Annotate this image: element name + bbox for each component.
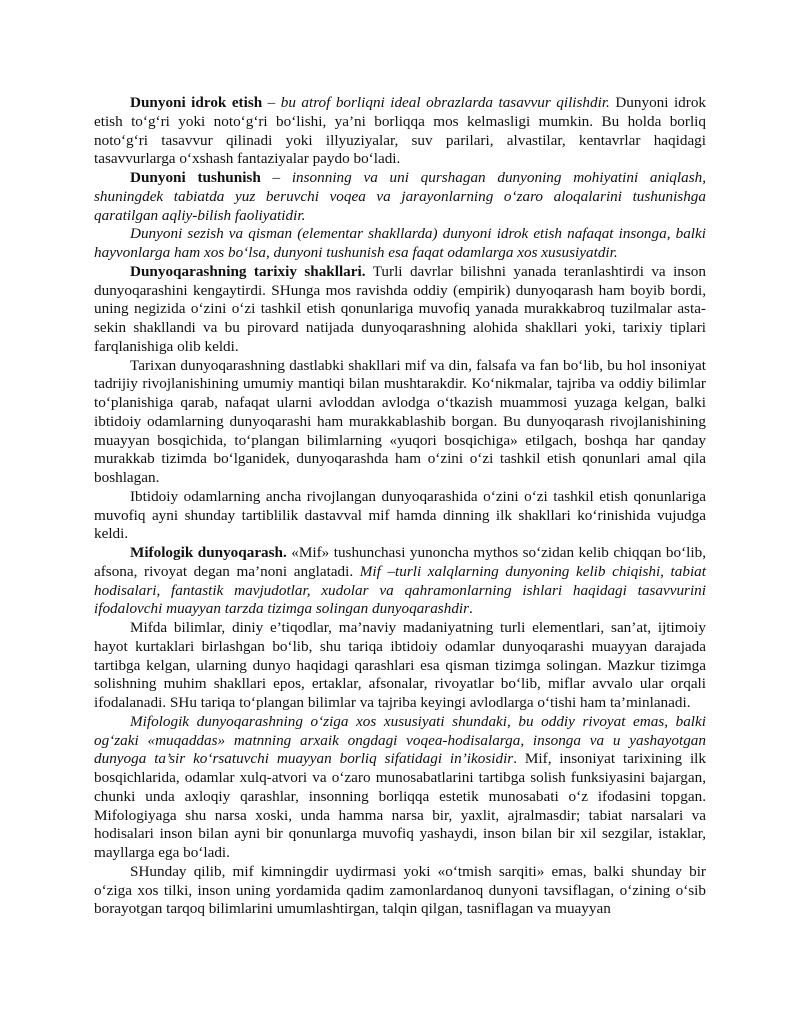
definition-idrok: bu atrof borliqni ideal obrazlarda tasavvur qilishdir. xyxy=(280,94,610,111)
paragraph-end: . xyxy=(469,600,473,618)
paragraph-sezish xyxy=(94,225,706,263)
term-tushunish: Dunyoni tushunish xyxy=(130,169,261,186)
paragraph-xususiyat xyxy=(94,713,706,863)
section-heading-mifologik: Mifologik dunyoqarash. xyxy=(130,544,287,561)
paragraph-idrok-definition xyxy=(94,94,706,169)
paragraph-tushunish-definition xyxy=(94,169,706,225)
paragraph-text: . Mif, insoniyat tarixining ilk bosqichlarida, odamlar xulq-atvori va o‘zaro munosabatlarini tartibga solish funksiyasini bajargan, chunki unda axloqiy qarashlar, insonning borliqqa estetik munosabati o‘z ifodasini topgan. Mifologiyaga shu narsa xoski, unda hamma narsa bir, yaxlit, ajralmasdir; tabiat narsalari va hodisalari inson bilan ayni bir qonunlarga muvofiq yashaydi, inson bilan bir xil sezgilar, istaklar, mayllarga ega bo‘ladi. xyxy=(94,750,706,861)
paragraph-mifda xyxy=(94,619,706,713)
paragraph-text: Turli davrlar bilishni yanada teranlashtirdi va inson dunyoqarashini kengaytirdi. SHunga mos ravishda oddiy (empirik) dunyoqarash ham boyib bordi, uning negizida o‘zini o‘zi tashkil etish qonunlariga muvofiq yanada murakkabroq tuzilmalar asta-sekin shakllandi va bu pirovard natijada dunyoqarashning alohida shakllari yoki, tarixiy tiplari farqlanishiga olib keldi. xyxy=(94,262,706,355)
term-idrok: Dunyoni idrok etish xyxy=(130,94,263,111)
paragraph-tarixiy-shakllar xyxy=(94,263,706,357)
paragraph-shunday xyxy=(94,863,706,919)
paragraph-ibtidoiy xyxy=(94,488,706,544)
section-heading-tarixiy: Dunyoqarashning tarixiy shakllari. xyxy=(130,262,366,280)
paragraph-text: Mifda bilimlar, diniy e’tiqodlar, ma’naviy madaniyatning turli elementlari, san’at, ijtimoiy hayot kurtaklari birlashgan bo‘lib, shu tariqa ibtidoiy odamlar dunyoqarashi muayyan darajada tartibga kelgan, ularning dunyo haqidagi qarashlari esa qisman tizimga solingan. Mazkur tizimga solishning muhim shakllari epos, ertaklar, afsonalar, rivoyatlar bo‘lib, miflar avvalo ular orqali ifodalanadi. SHu tariqa to‘plangan bilimlar va tajriba keyingi avlodlarga o‘tishi ham ta’minlanadi. xyxy=(94,619,706,711)
paragraph-text: «Mif» tushunchasi yunoncha mythos so‘zidan kelib chiqqan bo‘lib, afsona, rivoyat degan ma’noni anglatadi. xyxy=(94,544,706,580)
dash: – xyxy=(260,169,292,186)
paragraph-text: Dunyoni idrok etish to‘g‘ri yoki noto‘g‘ri bo‘lishi, ya’ni borliqqa mos kelmasligi mumkin. Bu holda borliq noto‘g‘ri tasavvur qilinadi yoki illyuziyalar, suv parilari, alvastilar, kentavrlar haqidagi tasavvurlarga o‘xshash fantaziyalar paydo bo‘ladi. xyxy=(94,94,707,168)
paragraph-tarixan xyxy=(94,357,706,488)
paragraph-mifologik xyxy=(94,544,706,619)
paragraph-text: SHunday qilib, mif kimningdir uydirmasi yoki «o‘tmish sarqiti» emas, balki shunday bir o‘ziga xos tilki, inson uning yordamida qadim zamonlardanoq dunyoni tavsiflagan, o‘zining o‘sib borayotgan tarqoq bilimlarini umumlashtirgan, talqin qilgan, tasniflagan va muayyan xyxy=(94,862,706,918)
definition-tushunish: insonning va uni qurshagan dunyoning mohiyatini aniqlash, shuningdek tabiatda yuz beruvchi voqea va jarayonlarning o‘zaro aloqalarini tushunishga qaratilgan aqliy-bilish faoliyatidir. xyxy=(94,169,707,224)
document-page xyxy=(94,94,706,919)
definition-mif: Mif –turli xalqlarning dunyoning kelib chiqishi, tabiat hodisalari, fantastik mavjudotlar, xudolar va qahramonlarning ishlari haqidagi tasavvurini ifodalovchi muayyan tarzda tizimga solingan dunyoqarashdir xyxy=(94,562,706,618)
italic-xususiyat: Mifologik dunyoqarashning o‘ziga xos xususiyati shundaki, bu oddiy rivoyat emas, balki og‘zaki «muqaddas» matnning arxaik ongdagi voqea-hodisalarga, insonga va u yashayotgan dunyoga ta’sir ko‘rsatuvchi muayyan borliq sifatidagi in’ikosidir xyxy=(94,712,706,768)
paragraph-text: Tarixan dunyoqarashning dastlabki shakllari mif va din, falsafa va fan bo‘lib, bu hol insoniyat tadrijiy rivojlanishining umumiy mantiqi bilan mushtarakdir. Ko‘nikmalar, tajriba va oddiy bilimlar to‘planishiga qarab, nafaqat ularni avloddan avlodga o‘tkazish muammosi yuzaga kelgan, balki ibtidoiy odamlarning dunyoqarashi ham murakkablashib borgan. Bu dunyoqarash rivojlanishining muayyan bosqichida, to‘plangan bilimlarning «yuqori bosqichiga» etilgach, boshqa har qanday murakkab tizimda bo‘lganidek, dunyoqarashda ham o‘zini o‘zi tashkil etish qonunlari amal qila boshlagan. xyxy=(94,356,706,486)
paragraph-text: Dunyoni sezish va qisman (elementar shakllarda) dunyoni idrok etish nafaqat insonga, balki hayvonlarga ham xos bo‘lsa, dunyoni tushunish esa faqat odamlarga xos xususiyatdir. xyxy=(94,225,706,261)
dash: – xyxy=(262,94,281,111)
paragraph-text: Ibtidoiy odamlarning ancha rivojlangan dunyoqarashida o‘zini o‘zi tashkil etish qonunlariga muvofiq ayni shunday tartiblilik dastavval mif hamda dinning ilk shakllari ko‘rinishida vujudga keldi. xyxy=(94,487,706,543)
